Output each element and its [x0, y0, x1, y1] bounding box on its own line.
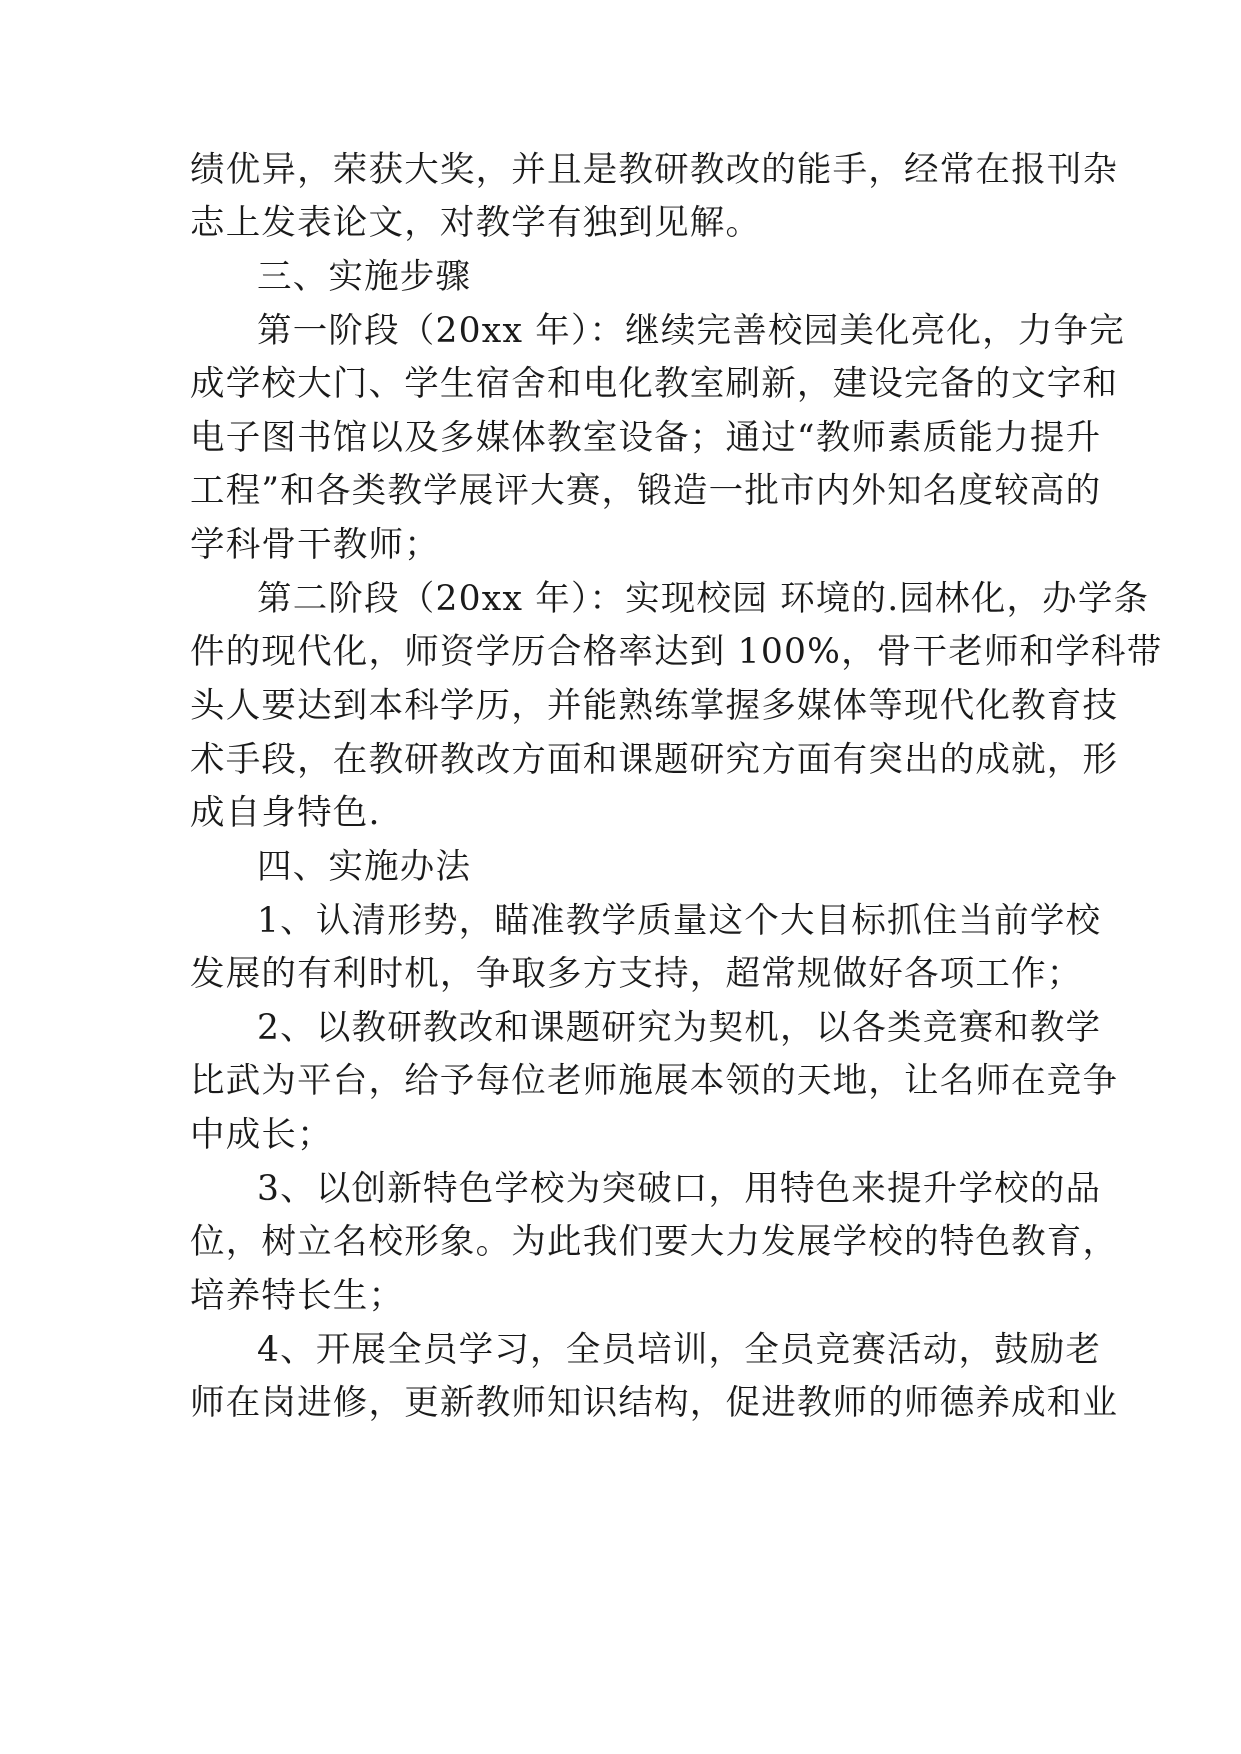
text-line: 电子图书馆以及多媒体教室设备；通过“教师素质能力提升 [190, 418, 1102, 458]
text-line: 工程”和各类教学展评大赛，锻造一批市内外知名度较高的 [190, 471, 1102, 511]
text-line: 成学校大门、学生宿舍和电化教室刷新，建设完备的文字和 [190, 364, 1119, 404]
text-line: 发展的有利时机，争取多方支持，超常规做好各项工作； [190, 954, 1083, 994]
text-line: 中成长； [190, 1115, 333, 1155]
text-line: 2、以教研教改和课题研究为契机，以各类竞赛和教学 [257, 1008, 1102, 1048]
text-line: 学科骨干教师； [190, 525, 440, 565]
text-line: 第一阶段（20xx 年）：继续完善校园美化亮化，力争完 [257, 311, 1125, 351]
text-line: 4、开展全员学习，全员培训，全员竞赛活动，鼓励老 [257, 1330, 1102, 1370]
text-line: 成自身特色. [190, 793, 381, 833]
text-line: 培养特长生； [190, 1276, 405, 1316]
text-line: 头人要达到本科学历，并能熟练掌握多媒体等现代化教育技 [190, 686, 1119, 726]
text-line: 位，树立名校形象。为此我们要大力发展学校的特色教育， [190, 1222, 1119, 1262]
text-line: 术手段，在教研教改方面和课题研究方面有突出的成就，形 [190, 740, 1119, 780]
text-line: 件的现代化，师资学历合格率达到 100%，骨干老师和学科带 [190, 632, 1163, 672]
text-line: 3、以创新特色学校为突破口，用特色来提升学校的品 [257, 1169, 1102, 1209]
text-line: 志上发表论文，对教学有独到见解。 [190, 203, 762, 243]
text-line: 比武为平台，给予每位老师施展本领的天地，让名师在竞争 [190, 1061, 1119, 1101]
text-line: 师在岗进修，更新教师知识结构，促进教师的师德养成和业 [190, 1383, 1119, 1423]
text-line: 1、认清形势，瞄准教学质量这个大目标抓住当前学校 [257, 901, 1102, 941]
text-line: 绩优异，荣获大奖，并且是教研教改的能手，经常在报刊杂 [190, 150, 1119, 190]
text-line: 第二阶段（20xx 年）：实现校园 环境的.园林化，办学条 [257, 579, 1150, 619]
section-heading: 四、实施办法 [257, 847, 472, 887]
section-heading: 三、实施步骤 [257, 257, 472, 297]
